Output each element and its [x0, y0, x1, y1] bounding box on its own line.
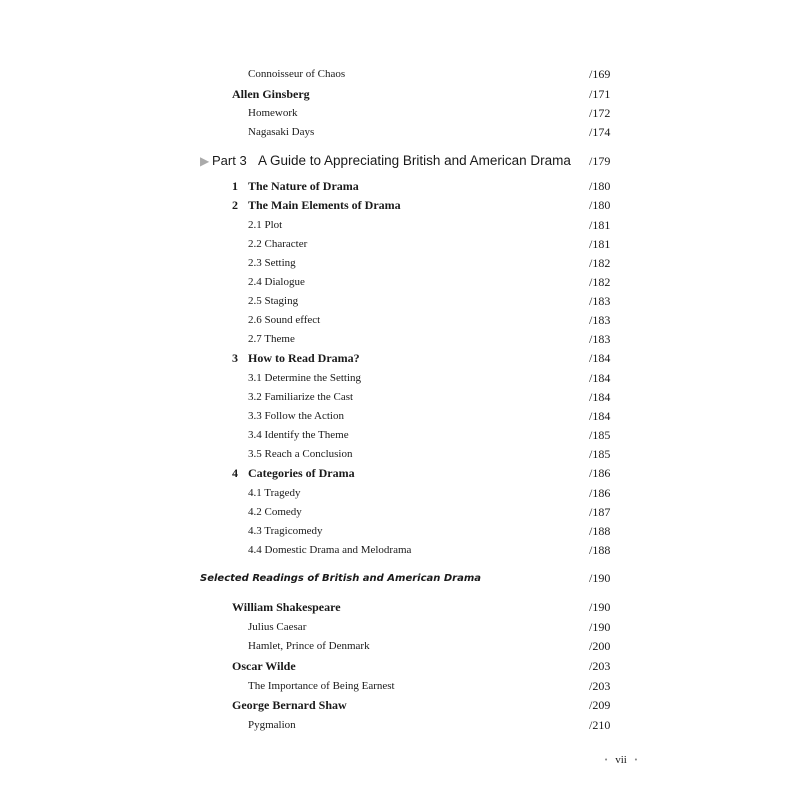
toc-entry-title: 4.4 Domestic Drama and Melodrama: [248, 544, 412, 556]
toc-author[interactable]: [0, 657, 800, 676]
toc-entry[interactable]: [0, 426, 800, 445]
toc-entry[interactable]: [0, 541, 800, 560]
toc-entry-page: /174: [589, 125, 611, 139]
section-number: 2: [232, 198, 238, 212]
toc-entry-page: /190: [589, 571, 611, 585]
toc-entry-page: /184: [589, 371, 611, 385]
toc-entry-page: /209: [589, 698, 611, 712]
toc-entry-title: Connoisseur of Chaos: [248, 68, 346, 80]
part-title: A Guide to Appreciating British and American Drama: [258, 153, 571, 168]
toc-entry-title: 2.1 Plot: [248, 219, 283, 231]
toc-entry-page: /188: [589, 543, 611, 557]
toc-entry[interactable]: [0, 522, 800, 541]
toc-entry-page: /184: [589, 351, 611, 365]
toc-entry-page: /203: [589, 679, 611, 693]
toc-entry[interactable]: [0, 618, 800, 637]
toc-entry-page: /183: [589, 294, 611, 308]
toc-entry-page: /200: [589, 639, 611, 653]
toc-entry[interactable]: [0, 677, 800, 696]
section-title: The Main Elements of Drama: [248, 198, 401, 212]
toc-readings-heading[interactable]: [0, 569, 800, 588]
toc-entry-page: /184: [589, 409, 611, 423]
play-arrow-icon: ▶: [200, 154, 210, 168]
toc-entry-page: /187: [589, 505, 611, 519]
page-footer: [604, 752, 638, 768]
footer-dot-icon: •: [604, 756, 609, 764]
toc-entry-page: /181: [589, 218, 611, 232]
toc-entry-page: /183: [589, 313, 611, 327]
toc-entry-page: /182: [589, 256, 611, 270]
toc-entry-page: /169: [589, 67, 611, 81]
toc-entry-title: Pygmalion: [248, 719, 296, 731]
toc-entry[interactable]: [0, 123, 800, 142]
toc-entry[interactable]: [0, 369, 800, 388]
toc-entry[interactable]: [0, 637, 800, 656]
section-number: 3: [232, 351, 238, 365]
toc-entry-page: /185: [589, 428, 611, 442]
toc-entry[interactable]: [0, 273, 800, 292]
toc-entry[interactable]: [0, 445, 800, 464]
toc-entry-page: /172: [589, 106, 611, 120]
toc-entry-title: 3.5 Reach a Conclusion: [248, 448, 353, 460]
toc-entry[interactable]: [0, 716, 800, 735]
toc-entry[interactable]: [0, 65, 800, 84]
toc-entry-page: /180: [589, 179, 611, 193]
toc-entry[interactable]: [0, 407, 800, 426]
toc-section[interactable]: [0, 177, 800, 196]
toc-entry-page: /188: [589, 524, 611, 538]
toc-entry-page: /179: [589, 154, 611, 168]
toc-author[interactable]: [0, 85, 800, 104]
toc-entry-page: /171: [589, 87, 611, 101]
toc-author[interactable]: [0, 598, 800, 617]
toc-author[interactable]: [0, 696, 800, 715]
toc-entry-page: /186: [589, 466, 611, 480]
toc-entry-page: /190: [589, 600, 611, 614]
toc-entry-page: /184: [589, 390, 611, 404]
section-title: Categories of Drama: [248, 466, 355, 480]
toc-entry-page: /182: [589, 275, 611, 289]
toc-entry-title: 2.3 Setting: [248, 257, 296, 269]
footer-dot-icon: •: [633, 756, 638, 764]
toc-entry-page: /210: [589, 718, 611, 732]
toc-entry[interactable]: [0, 216, 800, 235]
toc-entry-title: 2.6 Sound effect: [248, 314, 321, 326]
toc-entry-page: /190: [589, 620, 611, 634]
toc-entry[interactable]: [0, 104, 800, 123]
toc-entry[interactable]: [0, 484, 800, 503]
toc-entry[interactable]: [0, 254, 800, 273]
toc-entry-title: Hamlet, Prince of Denmark: [248, 640, 370, 652]
toc-entry[interactable]: [0, 388, 800, 407]
section-number: 4: [232, 466, 238, 480]
toc-author-name: Allen Ginsberg: [232, 87, 310, 101]
toc-author-name: William Shakespeare: [232, 600, 341, 614]
toc-part-heading[interactable]: [0, 149, 800, 173]
toc-author-name: Oscar Wilde: [232, 659, 296, 673]
section-title: The Nature of Drama: [248, 179, 359, 193]
part-label: Part 3: [212, 153, 247, 168]
toc-entry-title: 3.2 Familiarize the Cast: [248, 391, 354, 403]
toc-section[interactable]: [0, 464, 800, 483]
toc-entry-title: 4.3 Tragicomedy: [248, 525, 323, 537]
toc-entry-title: 2.4 Dialogue: [248, 276, 305, 288]
toc-entry[interactable]: [0, 311, 800, 330]
toc-entry-page: /203: [589, 659, 611, 673]
toc-entry-title: Homework: [248, 107, 298, 119]
section-number: 1: [232, 179, 238, 193]
page-number: vii: [615, 754, 627, 766]
toc-entry-title: The Importance of Being Earnest: [248, 680, 395, 692]
toc-entry[interactable]: [0, 330, 800, 349]
toc-entry-page: /185: [589, 447, 611, 461]
toc-entry[interactable]: [0, 235, 800, 254]
toc-entry-page: /183: [589, 332, 611, 346]
section-title: How to Read Drama?: [248, 351, 360, 365]
toc-entry-title: 3.3 Follow the Action: [248, 410, 344, 422]
toc-entry[interactable]: [0, 503, 800, 522]
toc-entry-page: /186: [589, 486, 611, 500]
toc-entry-title: Julius Caesar: [248, 621, 307, 633]
toc-entry-title: 2.5 Staging: [248, 295, 299, 307]
toc-author-name: George Bernard Shaw: [232, 698, 347, 712]
toc-entry[interactable]: [0, 292, 800, 311]
toc-entry-title: 2.2 Character: [248, 238, 308, 250]
toc-entry-title: Nagasaki Days: [248, 126, 315, 138]
toc-entry-page: /180: [589, 198, 611, 212]
toc-entry-title: 3.4 Identify the Theme: [248, 429, 349, 441]
readings-title: Selected Readings of British and American Drama: [200, 573, 482, 584]
toc-entry-page: /181: [589, 237, 611, 251]
toc-entry-title: 2.7 Theme: [248, 333, 295, 345]
toc-entry-title: 4.2 Comedy: [248, 506, 302, 518]
toc-section[interactable]: [0, 196, 800, 215]
toc-entry-title: 4.1 Tragedy: [248, 487, 301, 499]
toc-entry-title: 3.1 Determine the Setting: [248, 372, 362, 384]
toc-section[interactable]: [0, 349, 800, 368]
